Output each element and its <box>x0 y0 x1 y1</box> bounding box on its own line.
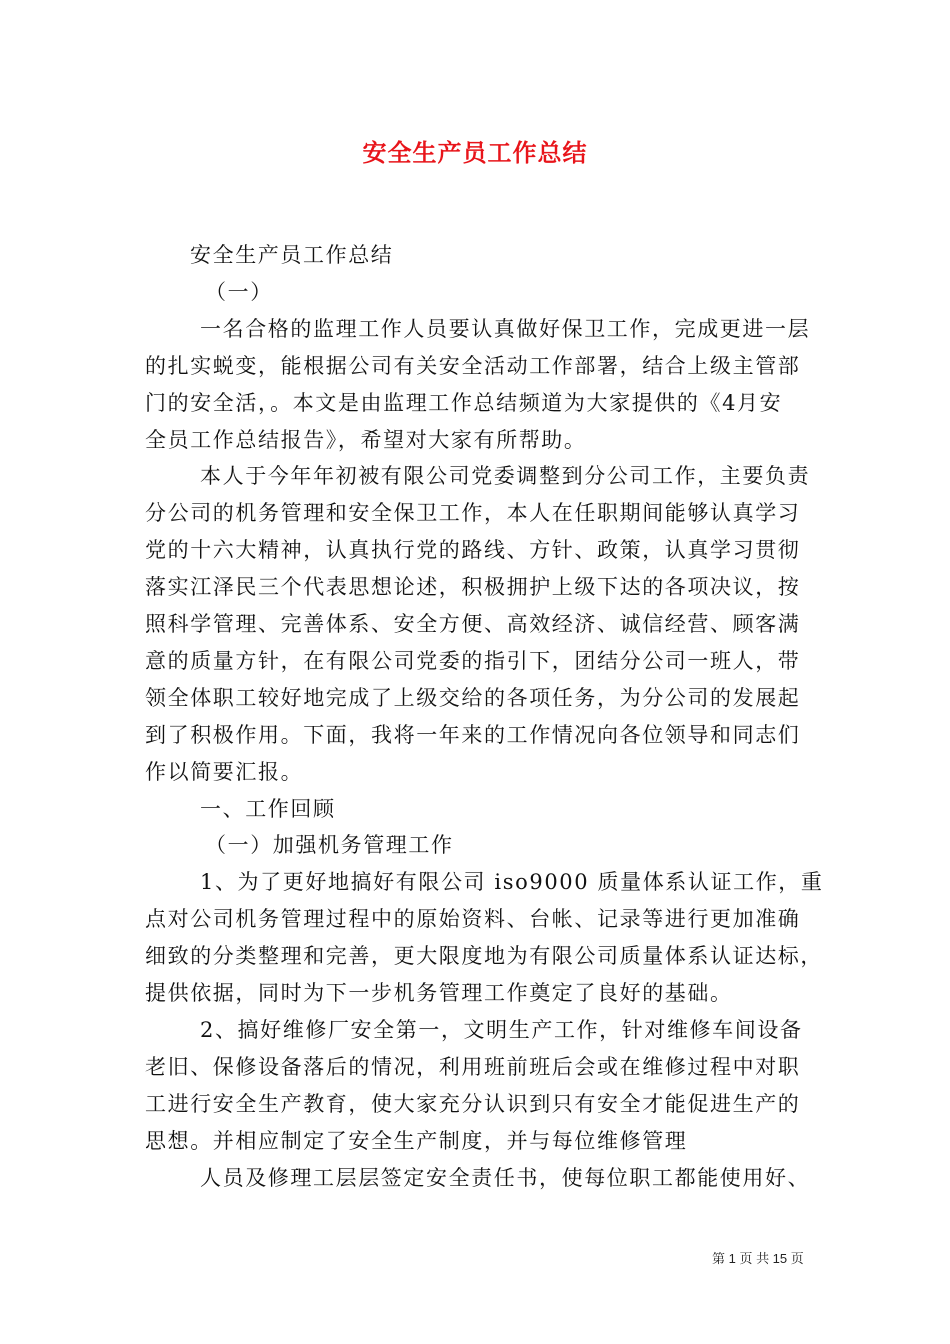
text-line: （一）加强机务管理工作 <box>205 833 454 858</box>
text-line: 作以简要汇报。 <box>145 759 304 784</box>
text-line: 门的安全活，。本文是由监理工作总结频道为大家提供的《4月安 <box>145 390 783 415</box>
text-line: 领全体职工较好地完成了上级交给的各项任务，为分公司的发展起 <box>145 685 801 710</box>
text-line: 落实江泽民三个代表思想论述，积极拥护上级下达的各项决议，按 <box>145 575 801 600</box>
text-line: 一、工作回顾 <box>200 796 336 821</box>
document-title: 安全生产员工作总结 <box>362 138 588 167</box>
text-line: 全员工作总结报告》，希望对大家有所帮助。 <box>145 427 587 452</box>
text-line: 细致的分类整理和完善，更大限度地为有限公司质量体系认证达标， <box>145 944 823 969</box>
text-line: 老旧、保修设备落后的情况，利用班前班后会或在维修过程中对职 <box>145 1054 801 1079</box>
text-line: 意的质量方针，在有限公司党委的指引下，团结分公司一班人，带 <box>145 648 801 673</box>
text-line: 照科学管理、完善体系、安全方便、高效经济、诚信经营、顾客满 <box>145 612 801 636</box>
text-line: 点对公司机务管理过程中的原始资料、台帐、记录等进行更加准确 <box>145 907 801 932</box>
text-line: 安全生产员工作总结 <box>190 243 394 267</box>
text-line: 1、为了更好地搞好有限公司 iso9000 质量体系认证工作，重 <box>200 870 824 895</box>
text-line: 到了积极作用。下面，我将一年来的工作情况向各位领导和同志们 <box>145 722 801 747</box>
text-line: 本人于今年年初被有限公司党委调整到分公司工作，主要负责 <box>200 464 811 489</box>
text-line: 分公司的机务管理和安全保卫工作，本人在任职期间能够认真学习 <box>145 501 801 526</box>
text-line: 人员及修理工层层签定安全责任书，使每位职工都能使用好、 <box>200 1165 811 1190</box>
text-line: （一） <box>205 279 273 304</box>
text-line: 的扎实蜕变，能根据公司有关安全活动工作部署，结合上级主管部 <box>145 353 801 378</box>
text-line: 2、搞好维修厂安全第一，文明生产工作，针对维修车间设备 <box>200 1017 803 1042</box>
page-footer: 第 1 页 共 15 页 <box>712 1251 804 1266</box>
text-line: 党的十六大精神，认真执行党的路线、方针、政策，认真学习贯彻 <box>145 538 801 563</box>
text-line: 提供依据，同时为下一步机务管理工作奠定了良好的基础。 <box>145 981 733 1005</box>
text-line: 一名合格的监理工作人员要认真做好保卫工作，完成更进一层 <box>200 316 811 341</box>
text-line: 思想。并相应制定了安全生产制度，并与每位维修管理 <box>145 1128 688 1153</box>
text-line: 工进行安全生产教育，使大家充分认识到只有安全才能促进生产的 <box>145 1091 801 1116</box>
